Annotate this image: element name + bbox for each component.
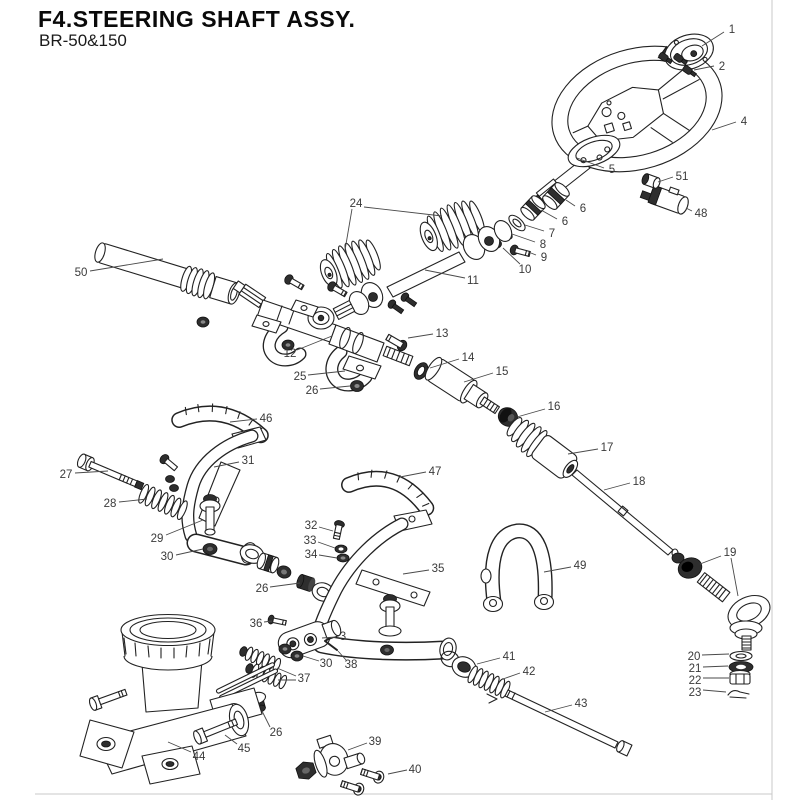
leader-line-48 bbox=[686, 208, 692, 211]
part-number-36: 36 bbox=[249, 618, 263, 630]
part-inner-tie-rod bbox=[422, 355, 504, 421]
part-number-9: 9 bbox=[540, 252, 548, 264]
part-coupling-joint bbox=[289, 727, 367, 786]
leader-line-40 bbox=[388, 770, 407, 774]
part-number-26: 26 bbox=[255, 583, 269, 595]
part-number-34: 34 bbox=[304, 549, 318, 561]
part-number-44: 44 bbox=[192, 751, 206, 763]
part-number-42: 42 bbox=[522, 666, 536, 678]
part-tie-rod bbox=[572, 470, 678, 557]
leader-line-35 bbox=[403, 570, 429, 574]
part-number-29: 29 bbox=[150, 533, 164, 545]
part-number-27: 27 bbox=[59, 469, 73, 481]
part-number-32: 32 bbox=[304, 520, 318, 532]
part-spacer-51 bbox=[641, 173, 662, 189]
leader-line-16 bbox=[517, 409, 545, 417]
part-number-7: 7 bbox=[548, 228, 556, 240]
part-number-16: 16 bbox=[547, 401, 561, 413]
part-number-18: 18 bbox=[632, 476, 646, 488]
part-number-14: 14 bbox=[461, 352, 475, 364]
leader-line-18 bbox=[604, 483, 630, 490]
part-pivot-bushings bbox=[238, 542, 336, 604]
part-number-40: 40 bbox=[408, 764, 422, 776]
part-number-3: 3 bbox=[339, 631, 347, 643]
part-number-33: 33 bbox=[303, 535, 317, 547]
part-column-bushings bbox=[493, 180, 572, 259]
leader-line-23 bbox=[703, 690, 726, 692]
part-u-bracket bbox=[481, 531, 554, 612]
part-number-46: 46 bbox=[259, 413, 273, 425]
leader-line-47 bbox=[400, 472, 426, 477]
leader-line-20 bbox=[702, 654, 729, 655]
part-bolts-40 bbox=[340, 766, 386, 797]
part-bolt-32 bbox=[331, 520, 345, 540]
part-number-17: 17 bbox=[600, 442, 614, 454]
leader-line-41 bbox=[477, 658, 500, 664]
leader-line-24 bbox=[364, 207, 442, 216]
part-number-23: 23 bbox=[688, 687, 702, 699]
part-number-38: 38 bbox=[344, 659, 358, 671]
leader-line-39 bbox=[348, 743, 367, 750]
part-spring-42 bbox=[466, 665, 512, 699]
page-title: F4.STEERING SHAFT ASSY. bbox=[38, 6, 356, 32]
part-number-47: 47 bbox=[428, 466, 442, 478]
part-number-30: 30 bbox=[319, 658, 333, 670]
part-pivot-bolt-27 bbox=[76, 453, 145, 493]
leader-line-24 bbox=[345, 209, 352, 250]
part-number-49: 49 bbox=[573, 560, 587, 572]
part-number-51: 51 bbox=[675, 171, 689, 183]
leader-line-17 bbox=[568, 449, 598, 454]
leader-line-6 bbox=[541, 210, 557, 219]
part-washer-33 bbox=[335, 545, 347, 553]
leader-line-32 bbox=[319, 527, 333, 531]
part-push-rod-43 bbox=[487, 690, 632, 756]
part-number-45: 45 bbox=[237, 743, 251, 755]
part-number-8: 8 bbox=[539, 239, 547, 251]
part-number-25: 25 bbox=[293, 371, 307, 383]
part-number-50: 50 bbox=[74, 267, 88, 279]
part-number-41: 41 bbox=[502, 651, 516, 663]
leader-line-19 bbox=[731, 558, 738, 596]
part-pedal-arm-right bbox=[316, 524, 458, 661]
part-master-cylinder bbox=[80, 615, 262, 785]
part-number-5: 5 bbox=[608, 164, 616, 176]
leader-line-34 bbox=[319, 555, 337, 558]
leader-line-21 bbox=[703, 666, 728, 667]
part-return-spring-28 bbox=[137, 483, 189, 520]
part-number-24: 24 bbox=[349, 198, 363, 210]
leader-line-7 bbox=[525, 225, 544, 231]
leader-line-19 bbox=[700, 556, 721, 564]
leader-line-30 bbox=[303, 656, 319, 661]
part-number-6: 6 bbox=[561, 216, 569, 228]
part-number-4: 4 bbox=[740, 116, 748, 128]
part-number-48: 48 bbox=[694, 208, 708, 220]
part-number-28: 28 bbox=[103, 498, 117, 510]
leader-line-26 bbox=[270, 583, 300, 587]
part-number-2: 2 bbox=[718, 61, 726, 73]
part-number-19: 19 bbox=[723, 547, 737, 559]
part-column-tube bbox=[92, 238, 243, 308]
part-number-22: 22 bbox=[688, 675, 702, 687]
part-tie-rod-boot bbox=[502, 412, 584, 485]
part-number-39: 39 bbox=[368, 736, 382, 748]
part-number-26: 26 bbox=[305, 385, 319, 397]
part-number-20: 20 bbox=[687, 651, 701, 663]
leader-line-33 bbox=[318, 542, 335, 548]
leader-line-12 bbox=[297, 336, 332, 350]
part-number-12: 12 bbox=[283, 348, 297, 360]
leader-line-26 bbox=[262, 711, 270, 727]
part-number-30: 30 bbox=[160, 551, 174, 563]
leader-line-43 bbox=[545, 705, 572, 712]
leader-line-6 bbox=[566, 200, 575, 206]
part-number-31: 31 bbox=[241, 455, 255, 467]
part-washer-34 bbox=[337, 554, 349, 562]
part-number-11: 11 bbox=[467, 275, 479, 287]
part-number-21: 21 bbox=[688, 663, 702, 675]
part-number-10: 10 bbox=[518, 264, 532, 276]
part-number-13: 13 bbox=[435, 328, 449, 340]
part-number-15: 15 bbox=[495, 366, 509, 378]
part-number-26: 26 bbox=[269, 727, 283, 739]
part-number-35: 35 bbox=[431, 563, 445, 575]
part-number-1: 1 bbox=[728, 24, 736, 36]
leader-line-8 bbox=[512, 234, 535, 242]
part-tie-rod-end bbox=[672, 553, 775, 698]
leader-line-4 bbox=[712, 122, 736, 130]
part-number-6: 6 bbox=[579, 203, 587, 215]
leader-line-42 bbox=[503, 673, 520, 679]
part-number-37: 37 bbox=[297, 673, 311, 685]
model-subtitle: BR-50&150 bbox=[39, 31, 127, 50]
part-number-43: 43 bbox=[574, 698, 588, 710]
leader-line-9 bbox=[531, 253, 536, 255]
leader-line-13 bbox=[408, 334, 433, 338]
